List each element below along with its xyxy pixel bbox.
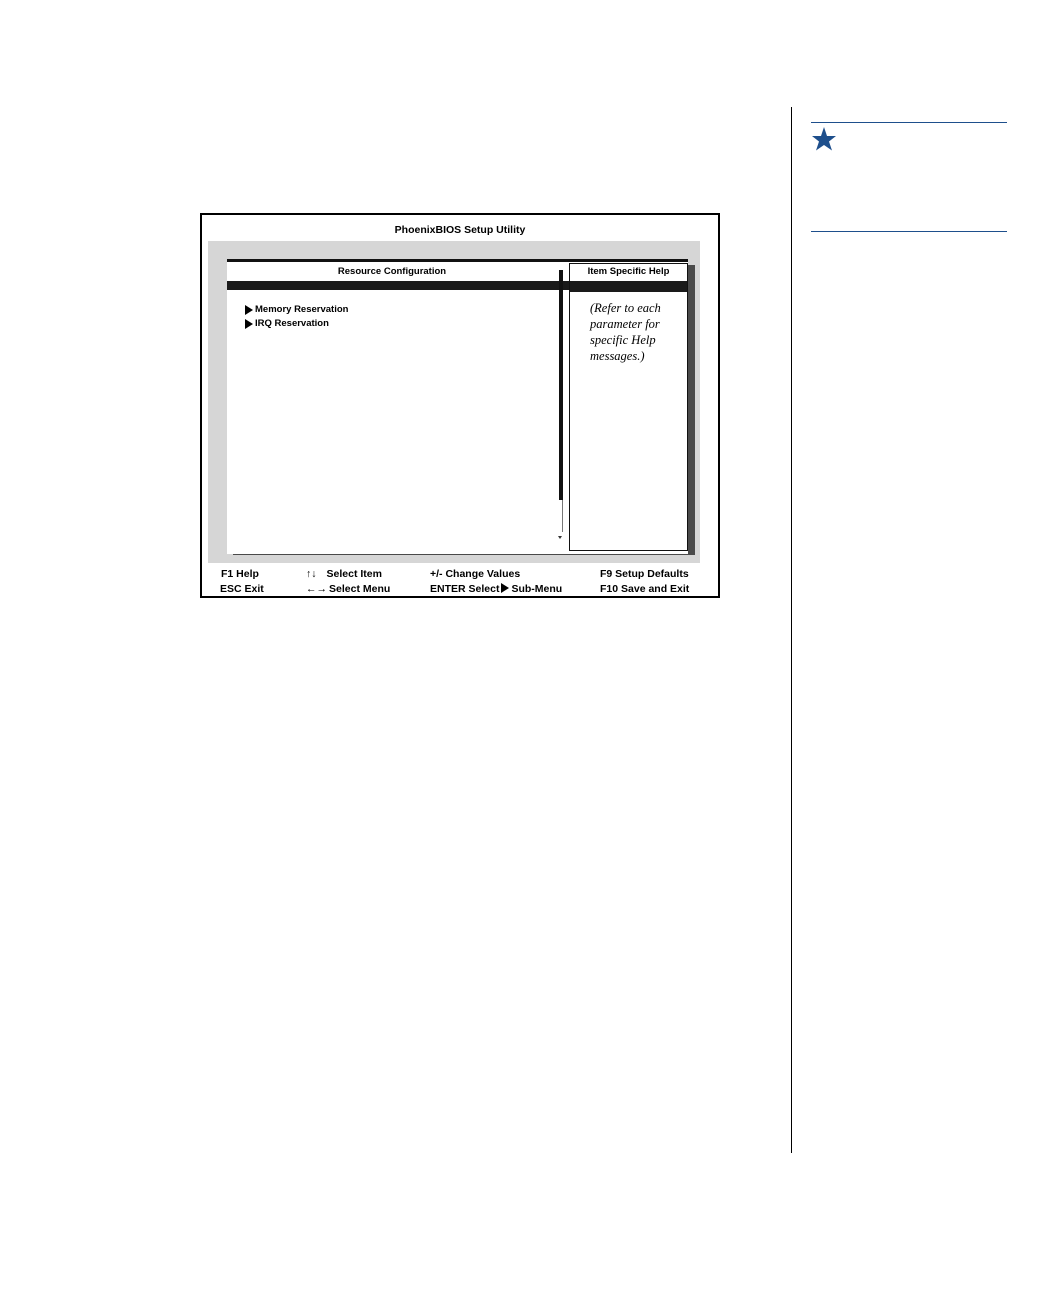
key-esc-exit: ESC Exit	[220, 583, 264, 595]
resource-configuration-panel	[227, 259, 688, 554]
left-right-arrows-icon: ←→	[306, 583, 327, 595]
select-menu-label: Select Menu	[329, 583, 391, 595]
menu-item-memory-reservation[interactable]	[245, 304, 348, 315]
menu-item-label: Memory Reservation	[255, 304, 349, 315]
key-select-item	[306, 568, 382, 580]
key-select-menu	[306, 583, 390, 595]
menu-item-label: IRQ Reservation	[255, 318, 329, 329]
help-text: (Refer to each parameter for specific Help messages.)	[590, 301, 661, 363]
key-f1-help: F1 Help	[221, 568, 259, 580]
submenu-arrow-icon	[245, 305, 253, 315]
key-change-values: +/- Change Values	[430, 568, 521, 580]
bios-body	[208, 241, 700, 563]
panel-title: Resource Configuration	[337, 266, 447, 277]
help-title: Item Specific Help	[587, 266, 670, 277]
scrollbar-thumb[interactable]	[559, 270, 563, 500]
item-specific-help-panel	[569, 263, 688, 551]
star-icon	[811, 126, 837, 152]
up-down-arrows-icon: ↑↓	[306, 568, 317, 580]
bios-title: PhoenixBIOS Setup Utility	[394, 224, 526, 236]
bios-screen	[200, 213, 720, 598]
key-f9-setup-defaults: F9 Setup Defaults	[600, 568, 689, 580]
submenu-arrow-icon	[501, 583, 509, 593]
submenu-arrow-icon	[245, 319, 253, 329]
margin-rule	[791, 107, 792, 1153]
key-enter-select	[430, 583, 562, 595]
sub-menu-label: Sub-Menu	[511, 583, 563, 595]
scroll-down-icon[interactable]	[558, 536, 562, 539]
enter-select-label: ENTER Select	[430, 583, 500, 595]
key-f10-save-exit: F10 Save and Exit	[600, 583, 690, 595]
sidebar-rule-top	[811, 122, 1007, 123]
panel-header-bar	[227, 281, 569, 290]
select-item-label: Select Item	[326, 568, 382, 580]
help-header-bar	[570, 281, 687, 292]
menu-item-irq-reservation[interactable]	[245, 318, 329, 329]
scrollbar-track[interactable]	[562, 500, 563, 532]
scrollbar[interactable]	[559, 270, 564, 532]
sidebar-rule-bottom	[811, 231, 1007, 232]
